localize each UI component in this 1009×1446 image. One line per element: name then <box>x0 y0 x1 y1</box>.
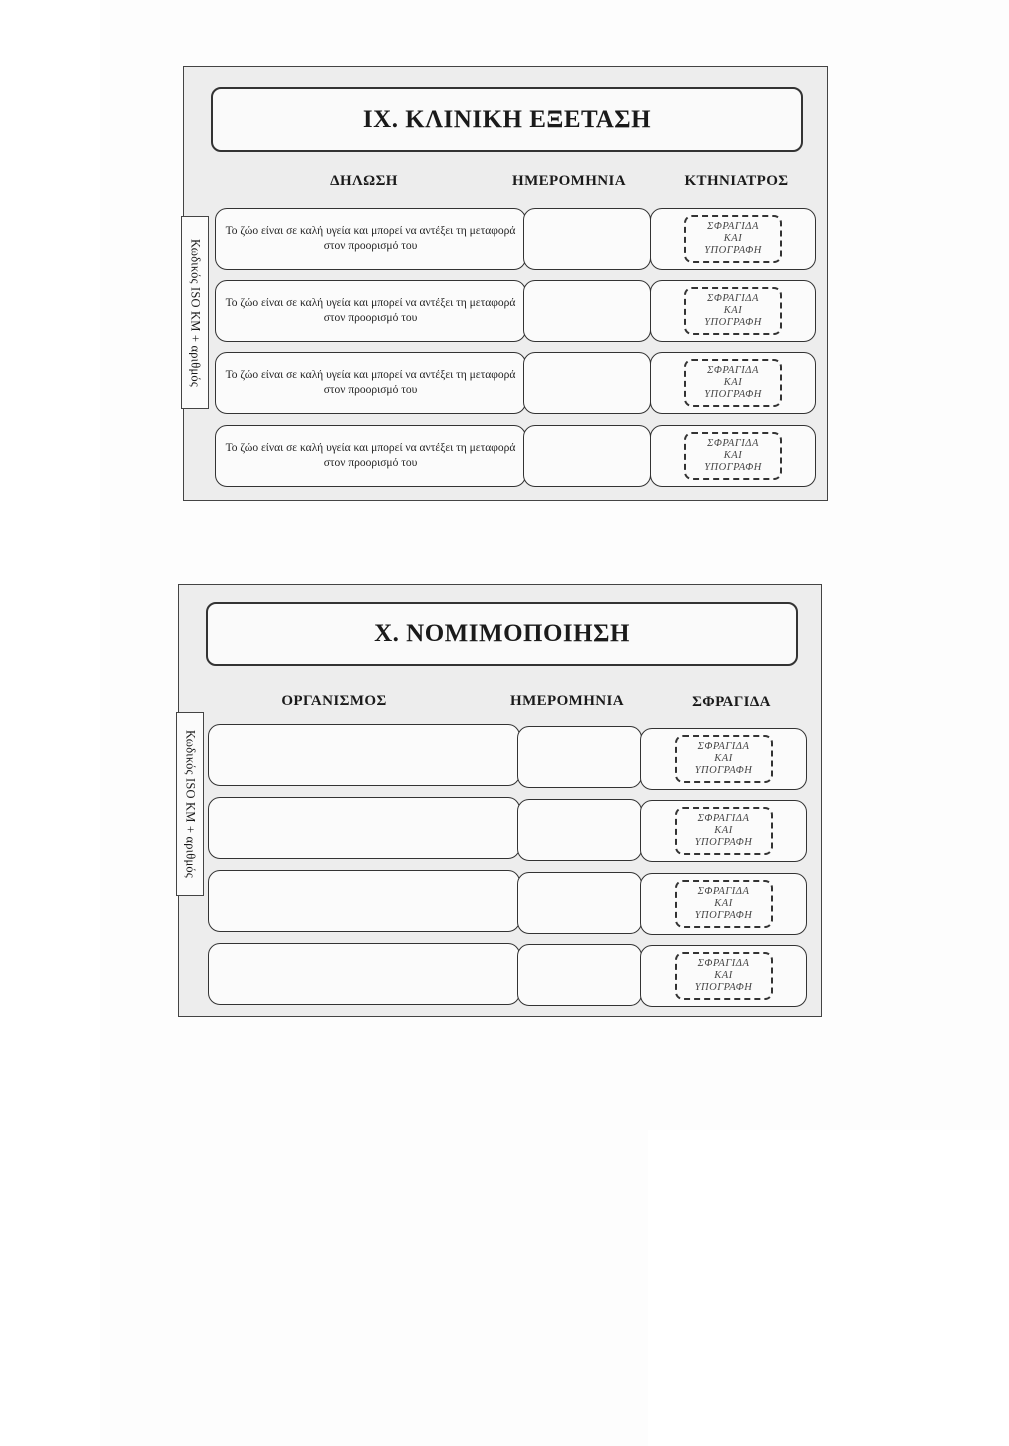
organization-field[interactable] <box>208 724 520 786</box>
date-field[interactable] <box>523 208 651 270</box>
stamp-line: ΥΠΟΓΡΑΦΗ <box>704 389 762 401</box>
stamp-signature-placeholder <box>684 432 782 480</box>
stamp-signature-placeholder <box>675 807 773 855</box>
column-header-organization: ΟΡΓΑΝΙΣΜΟΣ <box>281 693 387 709</box>
date-field[interactable] <box>517 872 642 934</box>
date-field[interactable] <box>517 799 642 861</box>
organization-field[interactable] <box>208 943 520 1005</box>
stamp-signature-placeholder <box>684 359 782 407</box>
vet-stamp-field[interactable] <box>650 208 816 270</box>
organization-field[interactable] <box>208 797 520 859</box>
scan-margin-bottom <box>648 1130 1009 1446</box>
stamp-signature-placeholder <box>684 215 782 263</box>
organization-field[interactable] <box>208 870 520 932</box>
scan-margin-left <box>0 0 100 1446</box>
stamp-line: ΚΑΙ <box>714 824 733 836</box>
stamp-line: ΣΦΡΑΓΙΔΑ <box>707 292 759 304</box>
stamp-signature-placeholder <box>675 735 773 783</box>
stamp-line: ΚΑΙ <box>723 376 743 388</box>
date-field[interactable] <box>523 280 651 342</box>
stamp-line: ΣΦΡΑΓΙΔΑ <box>707 437 759 449</box>
stamp-line: ΣΦΡΑΓΙΔΑ <box>697 740 750 752</box>
stamp-signature-placeholder <box>675 880 773 928</box>
stamp-field[interactable] <box>640 800 807 862</box>
declaration-cell: Το ζώο είναι σε καλή υγεία και μπορεί να αντέξει τη μεταφορά στον προορισμό του <box>215 208 526 270</box>
stamp-line: ΣΦΡΑΓΙΔΑ <box>707 220 759 232</box>
date-field[interactable] <box>517 944 642 1006</box>
iso-code-side-label <box>176 712 204 896</box>
column-header-stamp: ΣΦΡΑΓΙΔΑ <box>692 694 771 710</box>
section-title: IX. ΚΛΙΝΙΚΗ ΕΞΕΤΑΣΗ <box>211 87 803 152</box>
section-title: X. ΝΟΜΙΜΟΠΟΙΗΣΗ <box>206 602 798 666</box>
stamp-line: ΚΑΙ <box>723 232 743 244</box>
stamp-line: ΣΦΡΑΓΙΔΑ <box>697 957 750 969</box>
column-header-date: ΗΜΕΡΟΜΗΝΙΑ <box>512 173 626 189</box>
stamp-line: ΚΑΙ <box>714 897 733 909</box>
stamp-field[interactable] <box>640 873 807 935</box>
vet-stamp-field[interactable] <box>650 352 816 414</box>
date-field[interactable] <box>517 726 642 788</box>
stamp-line: ΥΠΟΓΡΑΦΗ <box>694 837 753 849</box>
stamp-line: ΥΠΟΓΡΑΦΗ <box>704 317 762 329</box>
side-label-text: Κωδικός ISO ΚΜ + αριθμός <box>188 238 203 387</box>
stamp-line: ΥΠΟΓΡΑΦΗ <box>704 245 762 257</box>
stamp-line: ΥΠΟΓΡΑΦΗ <box>694 765 753 777</box>
stamp-field[interactable] <box>640 945 807 1007</box>
stamp-line: ΣΦΡΑΓΙΔΑ <box>697 812 750 824</box>
stamp-line: ΚΑΙ <box>723 449 743 461</box>
stamp-signature-placeholder <box>675 952 773 1000</box>
clinical-exam-section <box>183 66 828 501</box>
stamp-line: ΚΑΙ <box>723 304 743 316</box>
stamp-line: ΚΑΙ <box>714 969 733 981</box>
legalisation-section <box>178 584 822 1017</box>
stamp-line: ΣΦΡΑΓΙΔΑ <box>707 364 759 376</box>
date-field[interactable] <box>523 425 651 487</box>
stamp-line: ΣΦΡΑΓΙΔΑ <box>697 885 750 897</box>
vet-stamp-field[interactable] <box>650 280 816 342</box>
vet-stamp-field[interactable] <box>650 425 816 487</box>
declaration-cell: Το ζώο είναι σε καλή υγεία και μπορεί να αντέξει τη μεταφορά στον προορισμό του <box>215 280 526 342</box>
stamp-signature-placeholder <box>684 287 782 335</box>
stamp-line: ΚΑΙ <box>714 752 733 764</box>
stamp-field[interactable] <box>640 728 807 790</box>
stamp-line: ΥΠΟΓΡΑΦΗ <box>694 910 753 922</box>
column-header-vet: ΚΤΗΝΙΑΤΡΟΣ <box>684 173 789 189</box>
iso-code-side-label <box>181 216 209 409</box>
date-field[interactable] <box>523 352 651 414</box>
column-header-date: ΗΜΕΡΟΜΗΝΙΑ <box>510 693 624 709</box>
column-header-declaration: ΔΗΛΩΣΗ <box>330 173 398 189</box>
stamp-line: ΥΠΟΓΡΑΦΗ <box>704 462 762 474</box>
declaration-cell: Το ζώο είναι σε καλή υγεία και μπορεί να αντέξει τη μεταφορά στον προορισμό του <box>215 352 526 414</box>
side-label-text: Κωδικός ISO ΚΜ + αριθμός <box>183 730 198 878</box>
stamp-line: ΥΠΟΓΡΑΦΗ <box>694 982 753 994</box>
declaration-cell: Το ζώο είναι σε καλή υγεία και μπορεί να αντέξει τη μεταφορά στον προορισμό του <box>215 425 526 487</box>
